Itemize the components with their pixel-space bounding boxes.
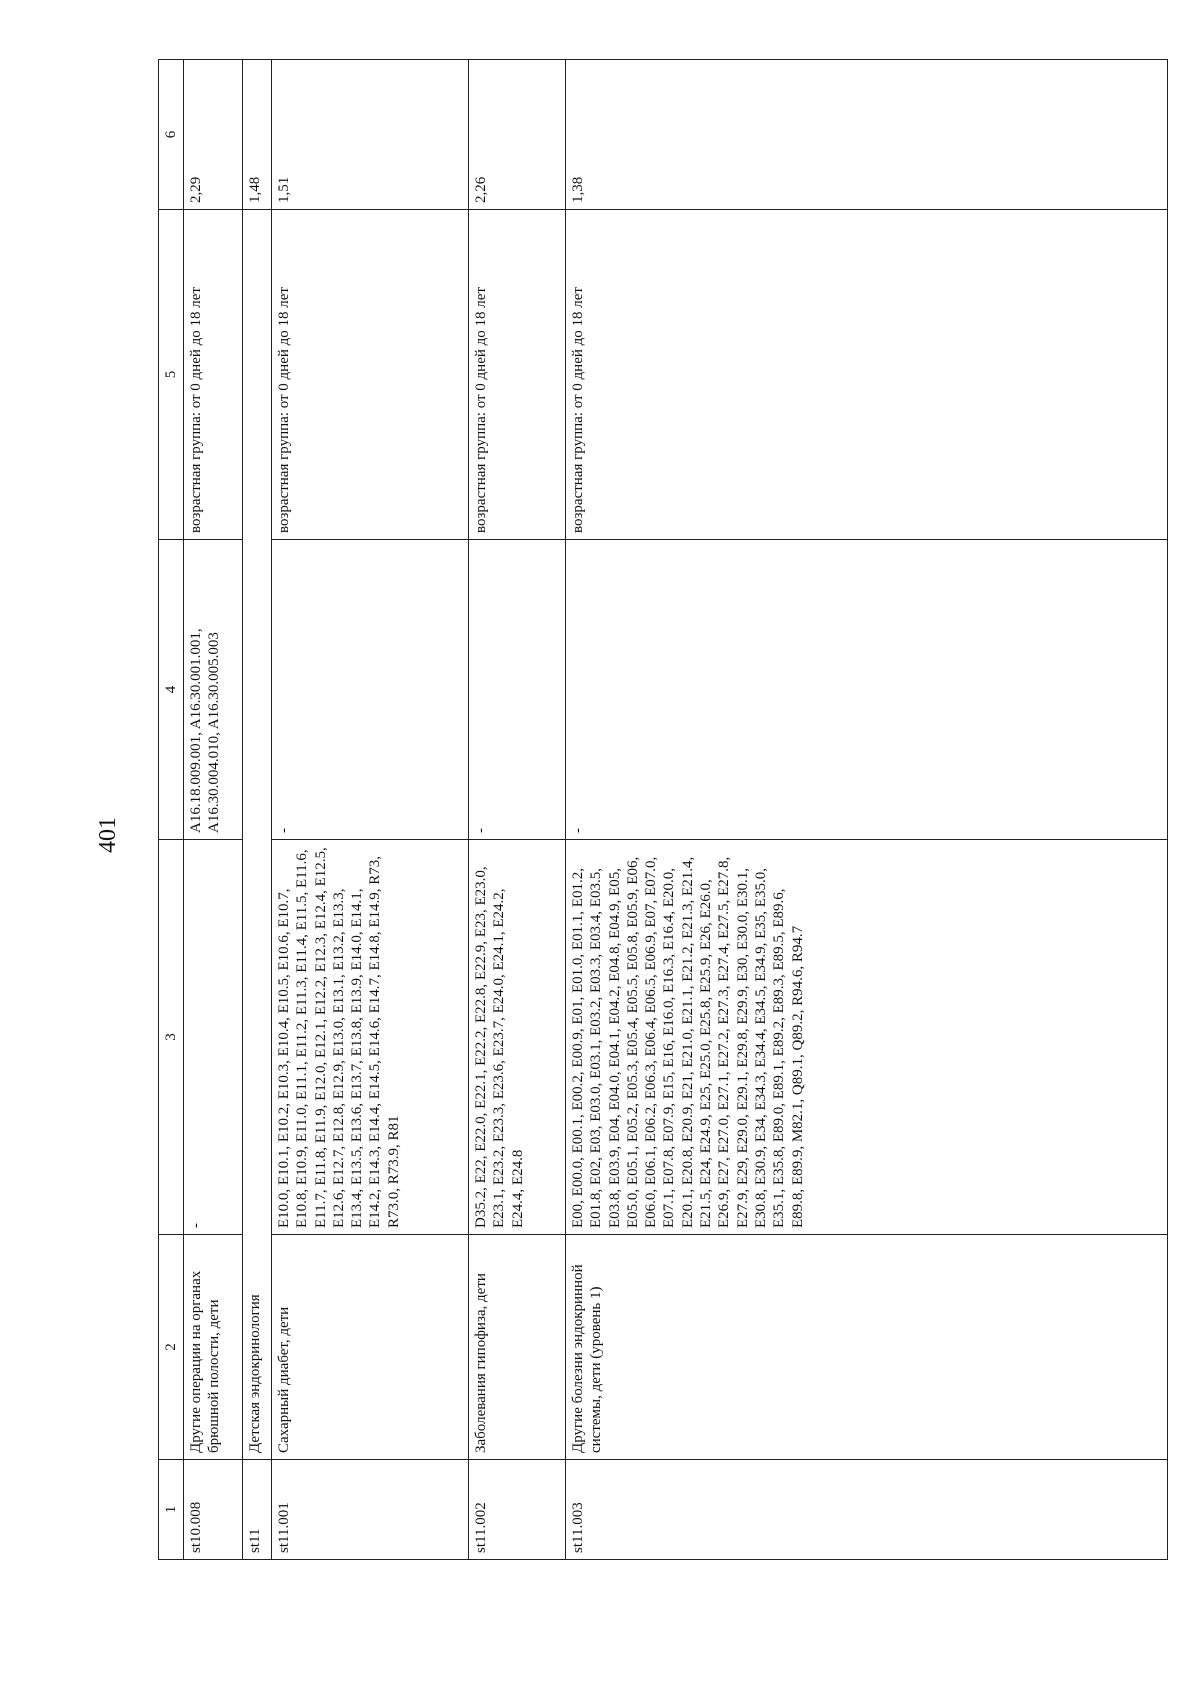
row-other-criteria: возрастная группа: от 0 дней до 18 лет — [184, 210, 243, 540]
row-coefficient: 2,29 — [184, 60, 243, 210]
row-diagnoses: D35.2, E22, E22.0, E22.1, E22.2, E22.8, E22.9, E23, E23.0, E23.1, E23.2, E23.3, E23.6, E23.7, E24.0, E24.1, E24.2, E24.4, E24.8 — [469, 840, 566, 1235]
table-row — [566, 60, 1168, 1560]
page-number: 401 — [95, 817, 121, 853]
table-row — [469, 60, 566, 1560]
header-col-1: 1 — [159, 1460, 184, 1560]
row-coefficient: 1,38 — [566, 60, 1168, 210]
row-coefficient: 1,48 — [243, 60, 272, 210]
row-name: Другие операции на органах брюшной полости, дети — [184, 1235, 243, 1460]
table-row-section — [243, 60, 272, 1560]
row-diagnoses: E10.0, E10.1, E10.2, E10.3, E10.4, E10.5, E10.6, E10.7, E10.8, E10.9, E11.0, E11.1, E11.2, E11.3, E11.4, E11.5, E11.6, E11.7, E11.8, E11.9, E12.0, E12.1, E12.2, E12.3, E12.4, E12.5, E12.6, E12.7, E12.8, E12.9, E13.0, E13.1, E13.2, E13.3, E13.4, E13.5, E13.6, E13.7, E13.8, E13.9, E14.0, E14.1, E14.2, E14.3, E14.4, E14.5, E14.6, E14.7, E14.8, E14.9, R73, R73.0, R73.9, R81 — [272, 840, 469, 1235]
row-other-criteria: возрастная группа: от 0 дней до 18 лет — [566, 210, 1168, 540]
header-col-2: 2 — [159, 1235, 184, 1460]
row-services: - — [272, 540, 469, 840]
row-code: st11.002 — [469, 1460, 566, 1560]
header-col-3: 3 — [159, 840, 184, 1235]
row-diagnoses: E00, E00.0, E00.1, E00.2, E00.9, E01, E01.0, E01.1, E01.2, E01.8, E02, E03, E03.0, E03.1, E03.2, E03.3, E03.4, E03.5, E03.8, E03.9, E04, E04.0, E04.1, E04.2, E04.8, E04.9, E05, E05.0, E05.1, E05.2, E05.3, E05.4, E05.5, E05.8, E05.9, E06, E06.0, E06.1, E06.2, E06.3, E06.4, E06.5, E06.9, E07, E07.0, E07.1, E07.8, E07.9, E15, E16, E16.0, E16.3, E16.4, E20.0, E20.1, E20.8, E20.9, E21, E21.0, E21.1, E21.2, E21.3, E21.4, E21.5, E24, E24.9, E25, E25.0, E25.8, E25.9, E26, E26.0, E26.9, E27, E27.0, E27.1, E27.2, E27.3, E27.4, E27.5, E27.8, E27.9, E29, E29.0, E29.1, E29.8, E29.9, E30, E30.0, E30.1, E30.8, E30.9, E34, E34.3, E34.4, E34.5, E34.9, E35, E35.0, E35.1, E35.8, E89.0, E89.1, E89.2, E89.3, E89.5, E89.6, E89.8, E89.9, M82.1, Q89.1, Q89.2, R94.6, R94.7 — [566, 840, 1168, 1235]
row-services: A16.18.009.001, A16.30.001.001, A16.30.004.010, A16.30.005.003 — [184, 540, 243, 840]
row-other-criteria: возрастная группа: от 0 дней до 18 лет — [272, 210, 469, 540]
row-coefficient: 1,51 — [272, 60, 469, 210]
row-services: - — [566, 540, 1168, 840]
row-services: - — [469, 540, 566, 840]
table-row — [272, 60, 469, 1560]
row-code: st11 — [243, 1460, 272, 1560]
row-coefficient: 2,26 — [469, 60, 566, 210]
table-row — [184, 60, 243, 1560]
header-col-4: 4 — [159, 540, 184, 840]
header-col-6: 6 — [159, 60, 184, 210]
rotated-table-container — [158, 60, 1168, 1560]
row-code: st11.003 — [566, 1460, 1168, 1560]
row-other-criteria: возрастная группа: от 0 дней до 18 лет — [469, 210, 566, 540]
row-name: Другие болезни эндокринной системы, дети (уровень 1) — [566, 1235, 1168, 1460]
row-name: Заболевания гипофиза, дети — [469, 1235, 566, 1460]
row-name: Сахарный диабет, дети — [272, 1235, 469, 1460]
row-diagnoses: - — [184, 840, 243, 1235]
header-row — [159, 60, 184, 1560]
tariff-table — [158, 59, 1168, 1560]
header-col-5: 5 — [159, 210, 184, 540]
row-code: st11.001 — [272, 1460, 469, 1560]
row-section-name: Детская эндокринология — [243, 210, 272, 1460]
row-code: st10.008 — [184, 1460, 243, 1560]
